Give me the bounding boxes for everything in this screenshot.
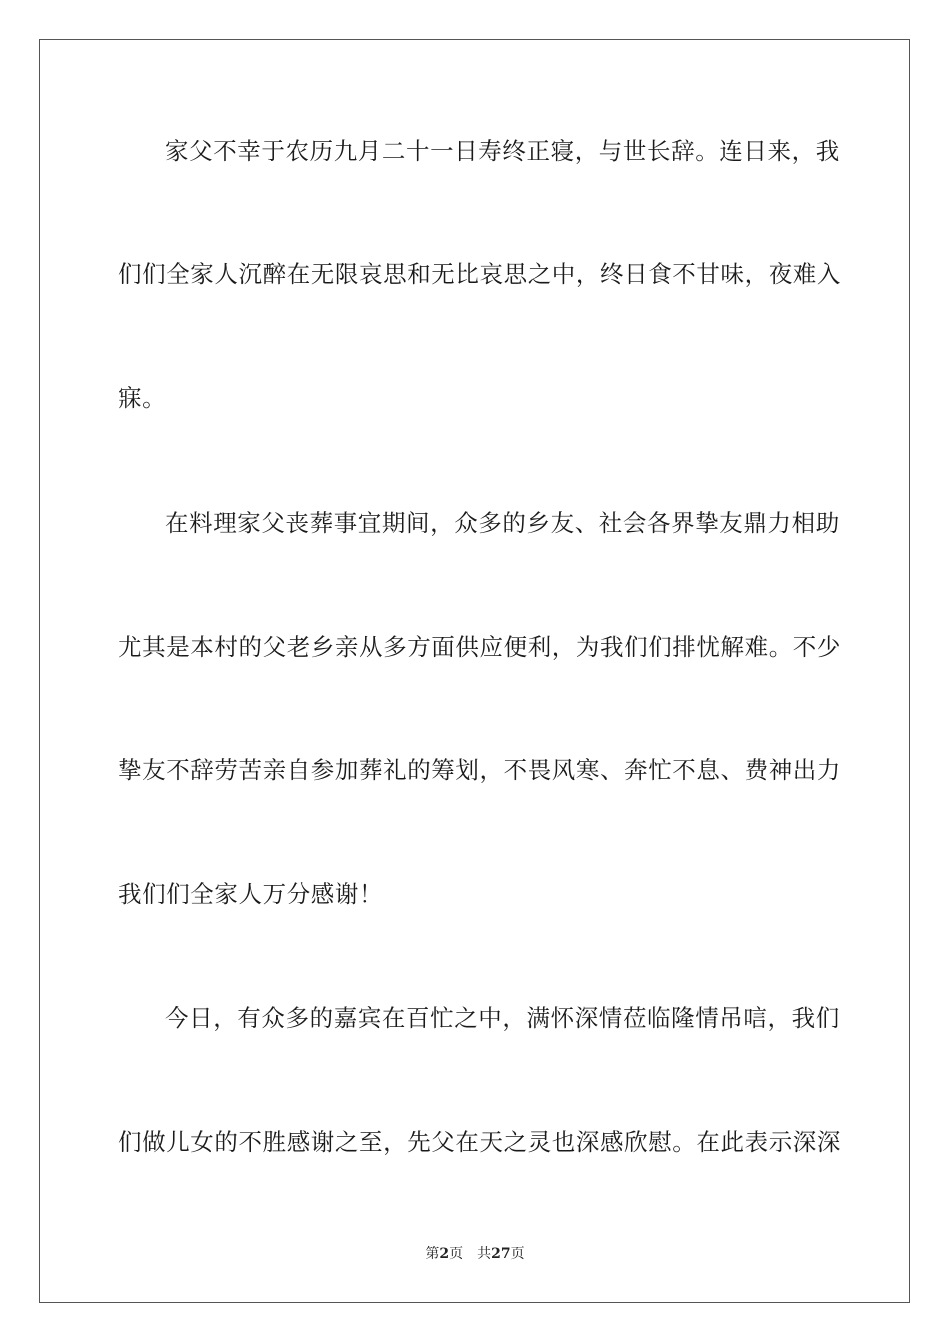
paragraph-2-line-4: 我们们全家人万分感谢！ bbox=[118, 880, 384, 908]
paragraph-2-line-1: 在料理家父丧葬事宜期间，众多的乡友、社会各界挚友鼎力相助 bbox=[165, 509, 840, 537]
paragraph-2-line-3: 挚友不辞劳苦亲自参加葬礼的筹划，不畏风寒、奔忙不息、费神出力 bbox=[118, 756, 841, 784]
paragraph-1-line-3: 寐。 bbox=[118, 384, 167, 412]
paragraph-3-line-1: 今日，有众多的嘉宾在百忙之中，满怀深情莅临隆情吊唁，我们 bbox=[165, 1004, 840, 1032]
paragraph-3-line-2: 们做儿女的不胜感谢之至，先父在天之灵也深感欣慰。在此表示深深 bbox=[118, 1128, 841, 1156]
footer-total-unit: 页 bbox=[510, 1246, 525, 1262]
paragraph-2-line-2: 尤其是本村的父老乡亲从多方面供应便利，为我们们排忧解难。不少 bbox=[118, 633, 841, 661]
paragraph-1-line-1: 家父不幸于农历九月二十一日寿终正寝，与世长辞。连日来，我 bbox=[165, 137, 840, 165]
footer-total-pages: 27 bbox=[491, 1246, 511, 1262]
footer-prefix: 第 bbox=[425, 1246, 440, 1262]
footer-page-unit: 页 bbox=[449, 1246, 464, 1262]
footer-page-number: 2 bbox=[439, 1246, 450, 1262]
footer-total-prefix: 共 bbox=[477, 1246, 492, 1262]
page-footer bbox=[0, 1244, 950, 1264]
page-border bbox=[39, 39, 910, 1303]
paragraph-1-line-2: 们们全家人沉醉在无限哀思和无比哀思之中，终日食不甘味，夜难入 bbox=[118, 260, 841, 288]
